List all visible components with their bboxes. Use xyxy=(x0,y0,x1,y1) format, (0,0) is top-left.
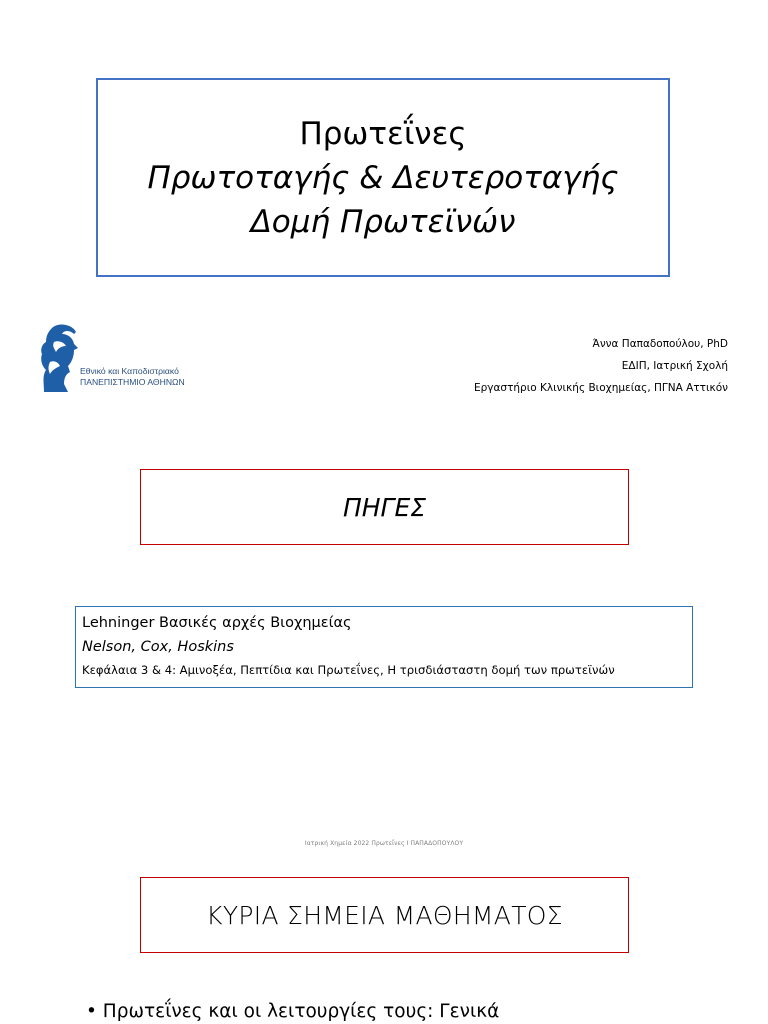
main-points-heading-box xyxy=(140,877,629,953)
author-dept: ΕΔΙΠ, Ιατρική Σχολή xyxy=(621,360,728,372)
sources-heading: ΠΗΓΕΣ xyxy=(342,492,427,522)
sources-heading-box xyxy=(140,469,629,545)
university-name-line-2: ΠΑΝΕΠΙΣΤΗΜΙΟ ΑΘΗΝΩΝ xyxy=(80,377,185,387)
athena-emblem-icon xyxy=(38,322,86,392)
university-name-line-1: Εθνικό και Καποδιστριακό xyxy=(80,366,179,376)
reference-book: Lehninger Βασικές αρχές Βιοχημείας xyxy=(82,615,352,631)
bullet-item: • Πρωτεΐνες και οι λειτουργίες τους: Γενικά xyxy=(86,1001,500,1022)
author-name: Άννα Παπαδοπούλου, PhD xyxy=(592,338,728,350)
author-lab: Εργαστήριο Κλινικής Βιοχημείας, ΠΓΝΑ Αττικόν xyxy=(473,382,728,394)
reference-authors: Nelson, Cox, Hoskins xyxy=(82,639,234,655)
reference-box xyxy=(75,606,693,688)
author-block xyxy=(474,333,728,399)
title-box xyxy=(96,78,670,277)
main-points-heading: ΚΥΡΙΑ ΣΗΜΕΙΑ ΜΑΘΗΜΑΤΟΣ xyxy=(206,900,563,930)
reference-chapters: Κεφάλαια 3 & 4: Αμινοξέα, Πεπτίδια και Πρωτεΐνες, Η τρισδιάσταστη δομή των πρωτεϊνών xyxy=(82,663,615,677)
title-line-1: Πρωτεΐνες xyxy=(299,115,467,152)
title-line-2: Πρωτοταγής & Δευτεροταγής xyxy=(147,159,619,196)
title-line-3: Δομή Πρωτεϊνών xyxy=(250,203,516,240)
university-name xyxy=(80,366,185,388)
slide-footer: Ιατρική Χημεία 2022 Πρωτεΐνες Ι ΠΑΠΑΔΟΠΟΥΛΟΥ xyxy=(304,840,464,847)
